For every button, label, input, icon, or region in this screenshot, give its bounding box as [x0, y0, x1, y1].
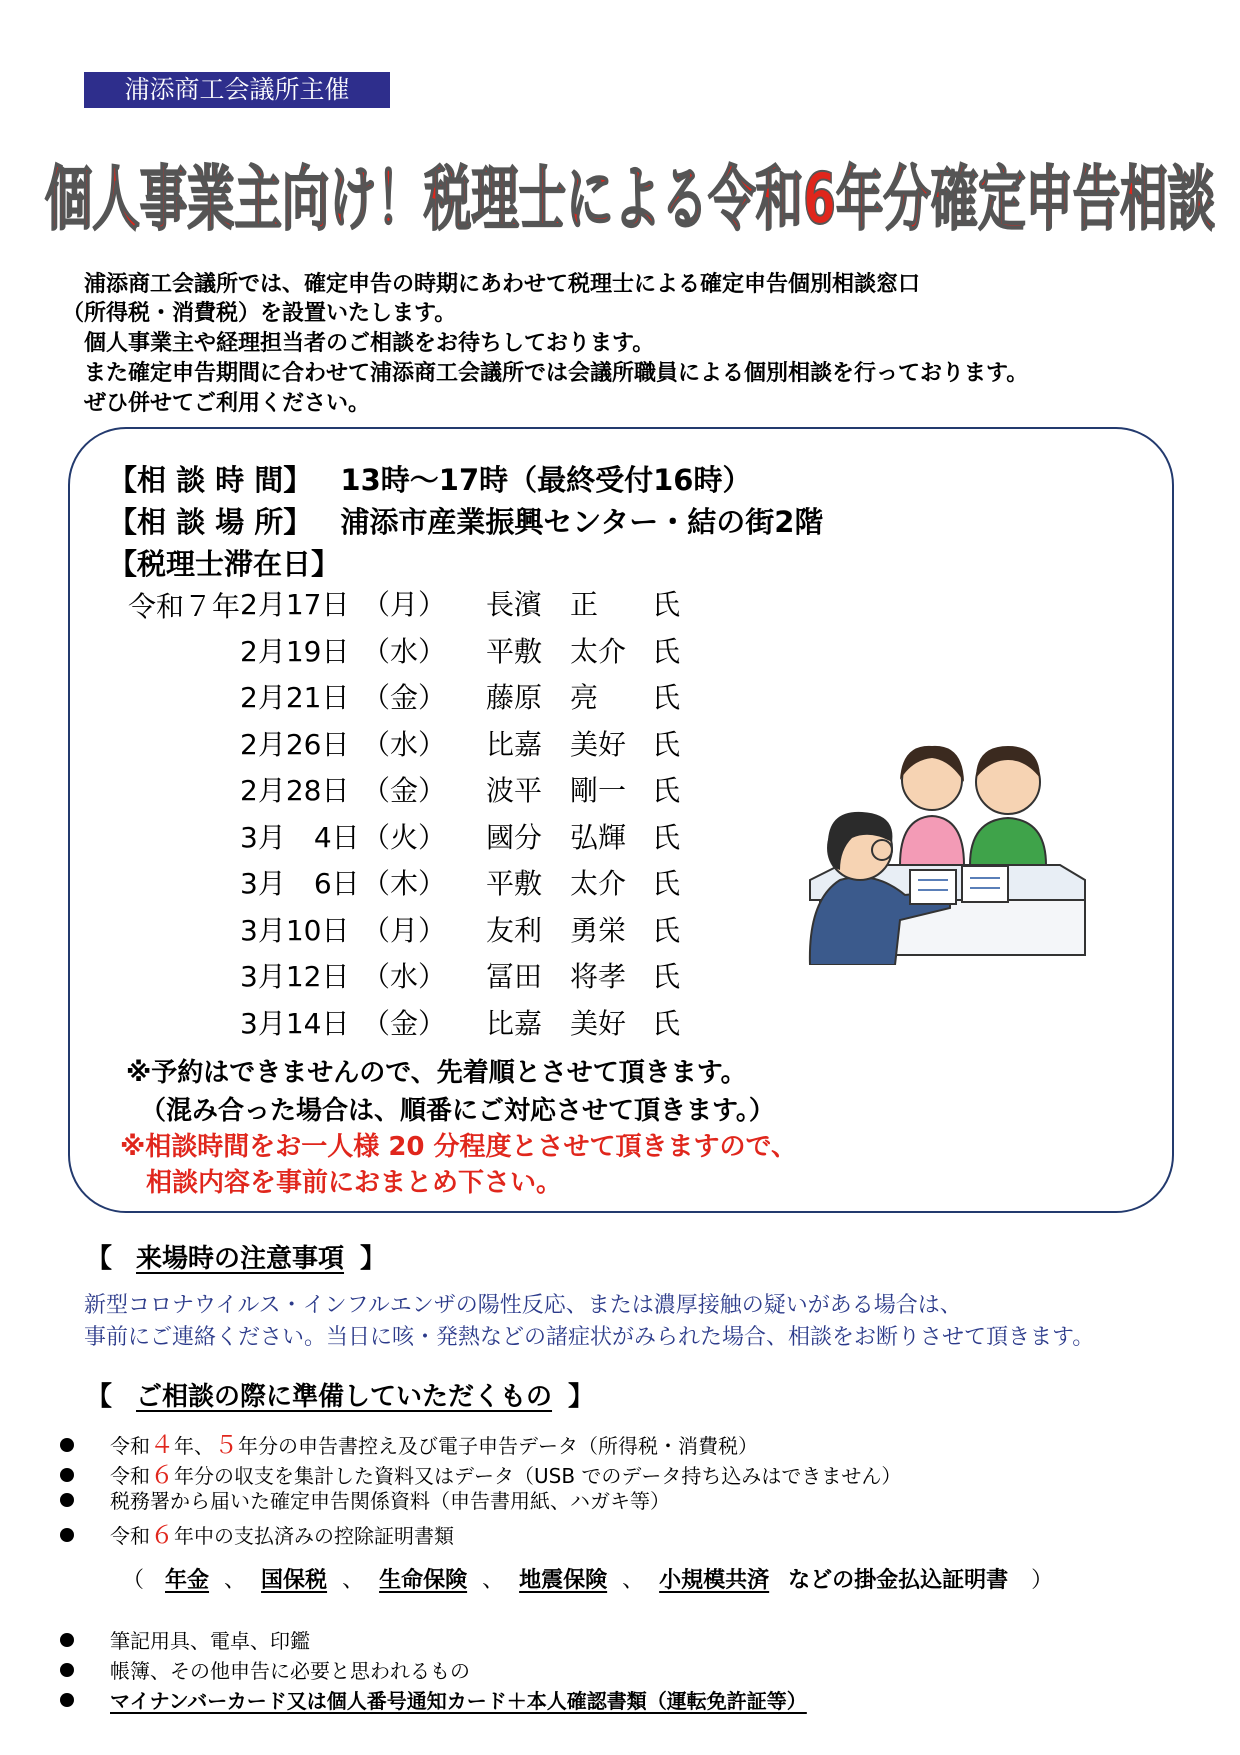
schedule-row [240, 632, 720, 672]
bullet-icon [60, 1468, 74, 1482]
schedule-date: 3月 6日 [240, 867, 360, 900]
advisor-surname: 平敷 [486, 634, 543, 668]
schedule-row [240, 911, 720, 951]
advisor-surname: 友利 [486, 913, 543, 947]
insurance-earthquake: 地震保険 [519, 1568, 608, 1593]
insurance-national-health: 国保税 [261, 1568, 328, 1593]
advisor-surname: 比嘉 [486, 1006, 543, 1040]
advisor-honorific: 氏 [652, 867, 681, 900]
intro-line-2: （所得税・消費税）を設置いたします。 [62, 301, 457, 326]
advisor-surname: 波平 [486, 774, 543, 807]
schedule-row [240, 818, 720, 858]
days-label: 【税理士滞在日】 [108, 547, 341, 581]
organizer-badge: 浦添商工会議所主催 [84, 72, 390, 108]
advisor-given-name: 正 [570, 588, 599, 621]
advisor-surname: 冨田 [486, 960, 543, 993]
schedule-weekday: （金） [362, 681, 447, 714]
caution-line-1: 新型コロナウイルス・インフルエンザの陽性反応、または濃厚接触の疑いがある場合は、 [84, 1293, 962, 1318]
time-label: 【相 談 時 間】 [108, 463, 313, 497]
bullet-icon [60, 1493, 74, 1507]
advisor-honorific: 氏 [652, 774, 681, 807]
note-no-reservation: ※予約はできませんので、先着順とさせて頂きます。 [126, 1058, 747, 1088]
intro-line-1: 浦添商工会議所では、確定申告の時期にあわせて税理士による確定申告個別相談窓口 [84, 272, 921, 297]
caution-heading: 【 来場時の注意事項 】 [86, 1244, 387, 1274]
schedule-date: 2月17日 [240, 588, 350, 621]
schedule-date: 2月28日 [240, 774, 350, 807]
schedule-date: 3月12日 [240, 960, 350, 993]
prepare-heading: 【 ご相談の際に準備していただくもの 】 [86, 1382, 595, 1412]
schedule-weekday: （金） [362, 1006, 447, 1040]
page-title [40, 125, 1220, 265]
schedule-date: 2月21日 [240, 681, 350, 714]
bullet-icon [60, 1663, 74, 1677]
time-row [108, 458, 751, 499]
page-title-text: 個人事業主向け！税理士による令和6年分確定申告相談 [45, 158, 1215, 240]
prepare-item-7: マイナンバーカード又は個人番号通知カード＋本人確認書類（運転免許証等） [60, 1685, 807, 1714]
prepare-item-2: 令和６年分の収支を集計した資料又はデータ（USB でのデータ持ち込みはできません） [60, 1455, 901, 1490]
schedule-row [240, 585, 720, 625]
advisor-given-name: 美好 [570, 1006, 627, 1040]
advisor-surname: 國分 [486, 820, 543, 854]
advisor-given-name: 弘輝 [570, 820, 627, 854]
schedule-weekday: （水） [362, 960, 447, 993]
time-value: 13時～17時（最終受付16時） [340, 463, 752, 497]
schedule-weekday: （火） [362, 820, 447, 854]
bullet-icon [60, 1633, 74, 1647]
advisor-honorific: 氏 [652, 960, 681, 993]
advisor-honorific: 氏 [652, 634, 681, 668]
advisor-honorific: 氏 [652, 681, 681, 714]
place-row [108, 500, 823, 541]
prepare-item-5: 筆記用具、電卓、印鑑 [60, 1625, 310, 1654]
intro-line-4: また確定申告期間に合わせて浦添商工会議所では会議所職員による個別相談を行っております。 [84, 361, 1029, 386]
intro-line-3: 個人事業主や経理担当者のご相談をお待ちしております。 [84, 331, 655, 356]
consultation-illustration [800, 730, 1090, 965]
schedule-date: 2月19日 [240, 634, 350, 668]
prepare-item-4: 令和６年中の支払済みの控除証明書類 [60, 1515, 454, 1550]
prepare-item-1: 令和４年、５年分の申告書控え及び電子申告データ（所得税・消費税） [60, 1425, 758, 1460]
advisor-surname: 平敷 [486, 867, 543, 900]
year-prefix: 令和７年 [128, 590, 241, 623]
note-crowded: （混み合った場合は、順番にご対応させて頂きます。） [140, 1096, 775, 1126]
caution-line-2: 事前にご連絡ください。当日に咳・発熱などの諸症状がみられた場合、相談をお断りさせて頂きます。 [84, 1325, 1095, 1350]
schedule-row [240, 864, 720, 904]
advisor-honorific: 氏 [652, 727, 681, 761]
bullet-icon [60, 1438, 74, 1452]
schedule-row [240, 957, 720, 997]
schedule-row [240, 771, 720, 811]
insurance-pension: 年金 [165, 1568, 210, 1593]
schedule-weekday: （水） [362, 634, 447, 668]
schedule-weekday: （金） [362, 774, 447, 807]
advisor-honorific: 氏 [652, 913, 681, 947]
advisor-given-name: 亮 [570, 681, 599, 714]
advisor-surname: 藤原 [486, 681, 543, 714]
schedule-weekday: （月） [362, 913, 447, 947]
note-time-limit: ※相談時間をお一人様 20 分程度とさせて頂きますので、 [120, 1132, 798, 1162]
schedule-row [240, 1004, 720, 1044]
schedule-weekday: （木） [362, 867, 447, 900]
advisor-given-name: 太介 [570, 634, 627, 668]
bullet-icon [60, 1693, 74, 1707]
schedule-date: 3月14日 [240, 1006, 350, 1040]
advisor-surname: 比嘉 [486, 727, 543, 761]
place-value: 浦添市産業振興センター・結の街2階 [340, 505, 824, 539]
advisor-given-name: 将孝 [570, 960, 627, 993]
schedule-weekday: （月） [362, 588, 447, 621]
insurance-list: （ 年金 、 国保税 、 生命保険 、 地震保険 、 小規模共済 などの掛金払込証明書 ） [122, 1568, 1054, 1593]
schedule-weekday: （水） [362, 727, 447, 761]
insurance-small-business: 小規模共済 [659, 1568, 770, 1593]
schedule-row [240, 725, 720, 765]
advisor-honorific: 氏 [652, 820, 681, 854]
advisor-given-name: 剛一 [570, 774, 627, 807]
prepare-item-3: 税務署から届いた確定申告関係資料（申告書用紙、ハガキ等） [60, 1485, 670, 1514]
advisor-honorific: 氏 [652, 1006, 681, 1040]
insurance-life: 生命保険 [379, 1568, 468, 1593]
schedule-date: 3月10日 [240, 913, 350, 947]
schedule-row [240, 678, 720, 718]
advisor-honorific: 氏 [652, 588, 681, 621]
note-prepare: 相談内容を事前におまとめ下さい。 [146, 1168, 563, 1198]
place-label: 【相 談 場 所】 [108, 505, 313, 539]
schedule-date: 3月 4日 [240, 820, 360, 854]
advisor-given-name: 勇栄 [570, 913, 627, 947]
advisor-given-name: 美好 [570, 727, 627, 761]
advisor-given-name: 太介 [570, 867, 627, 900]
intro-line-5: ぜひ併せてご利用ください。 [84, 391, 371, 416]
schedule-date: 2月26日 [240, 727, 350, 761]
prepare-item-6: 帳簿、その他申告に必要と思われるもの [60, 1655, 470, 1684]
advisor-surname: 長濱 [486, 588, 543, 621]
bullet-icon [60, 1528, 74, 1542]
